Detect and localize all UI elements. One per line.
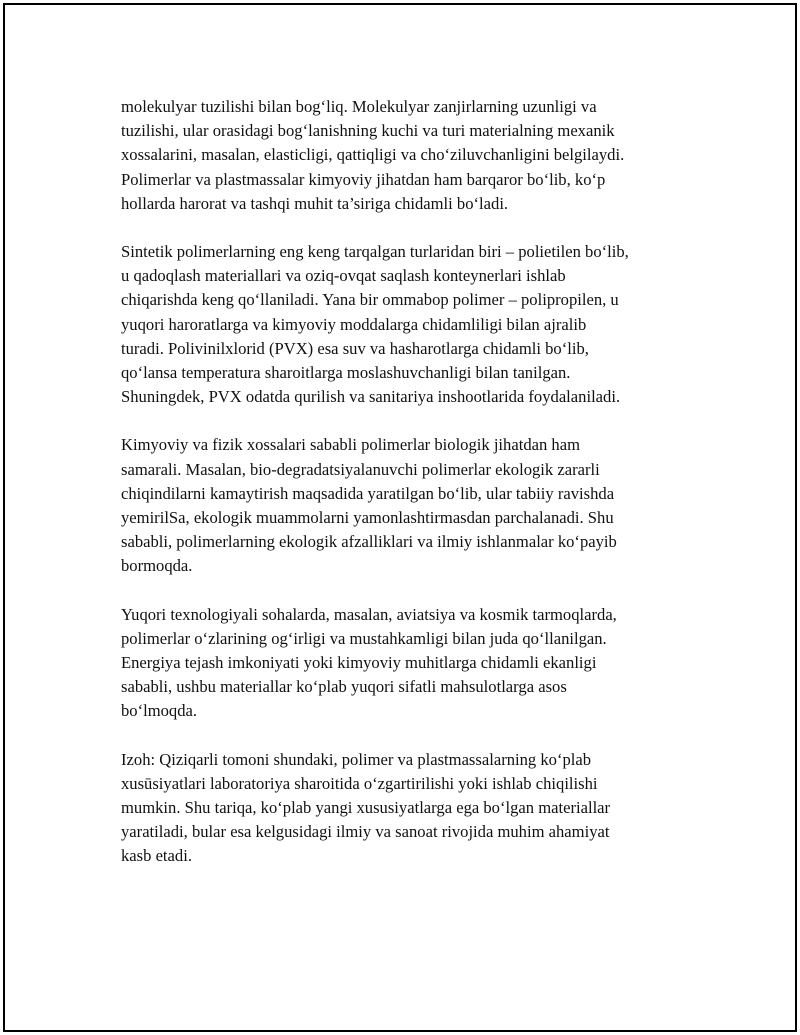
paragraph-molecular-structure: molekulyar tuzilishi bilan bog‘liq. Molekulyar zanjirlarning uzunligi va tuzilishi, ular orasidagi bog‘lanishning kuchi va turi materialning mexanik xossalarini, masalan, elasticligi, qattiqligi va cho‘ziluvchanligini belgilaydi. Polimerlar va plastmassalar kimyoviy jihatdan ham barqaror bo‘lib, ko‘p hollarda harorat va tashqi muhit ta’siriga chidamli bo‘ladi. (121, 97, 625, 213)
paragraph-biodegradable-polymers: Kimyoviy va fizik xossalari sababli polimerlar biologik jihatdan ham samarali. Masalan, bio-degradatsiyalanuvchi polimerlar ekologik zararli chiqindilarni kamaytirish maqsadida yaratilgan bo‘lib, ular tabiiy ravishda yemirilSa, ekologik muammolarni yamonlashtirmasdan parchalanadi. Shu sababli, polimerlarning ekologik afzalliklari va ilmiy ishlanmalar ko‘payib bormoqda. (121, 435, 617, 576)
paragraph-note: Izoh: Qiziqarli tomoni shundaki, polimer va plastmassalarning ko‘plab xusūsiyatlari laboratoriya sharoitida o‘zgartirilishi yoki ishlab chiqilishi mumkin. Shu tariqa, ko‘plab yangi xususiyatlarga ega bo‘lgan materiallar yaratiladi, bular esa kelgusidagi ilmiy va sanoat rivojida muhim ahamiyat kasb etadi. (121, 749, 611, 866)
document-body (121, 95, 711, 893)
page-frame (3, 3, 797, 1032)
paragraph-synthetic-polymers: Sintetik polimerlarning eng keng tarqalgan turlaridan biri – polietilen bo‘lib, u qadoqlash materiallari va oziq-ovqat saqlash konteynerlari ishlab chiqarishda keng qo‘llaniladi. Yana bir ommabop polimer – polipropilen, u yuqori haroratlarga va kimyoviy moddalarga chidamliligi bilan ajralib turadi. Polivinilxlorid (PVX) esa suv va hasharotlarga chidamli bo‘lib, qo‘lansa temperatura sharoitlarga moslashuvchanligi bilan tanilgan. Shuningdek, PVX odatda qurilish va sanitariya inshootlarida foydalaniladi. (121, 242, 629, 407)
paragraph-high-tech-applications: Yuqori texnologiyali sohalarda, masalan, aviatsiya va kosmik tarmoqlarda, polimerlar o‘zlarining og‘irligi va mustahkamligi bilan juda qo‘llanilgan. Energiya tejash imkoniyati yoki kimyoviy muhitlarga chidamli ekanligi sababli, ushbu materiallar ko‘plab yuqori sifatli mahsulotlarga asos bo‘lmoqda. (121, 604, 617, 721)
